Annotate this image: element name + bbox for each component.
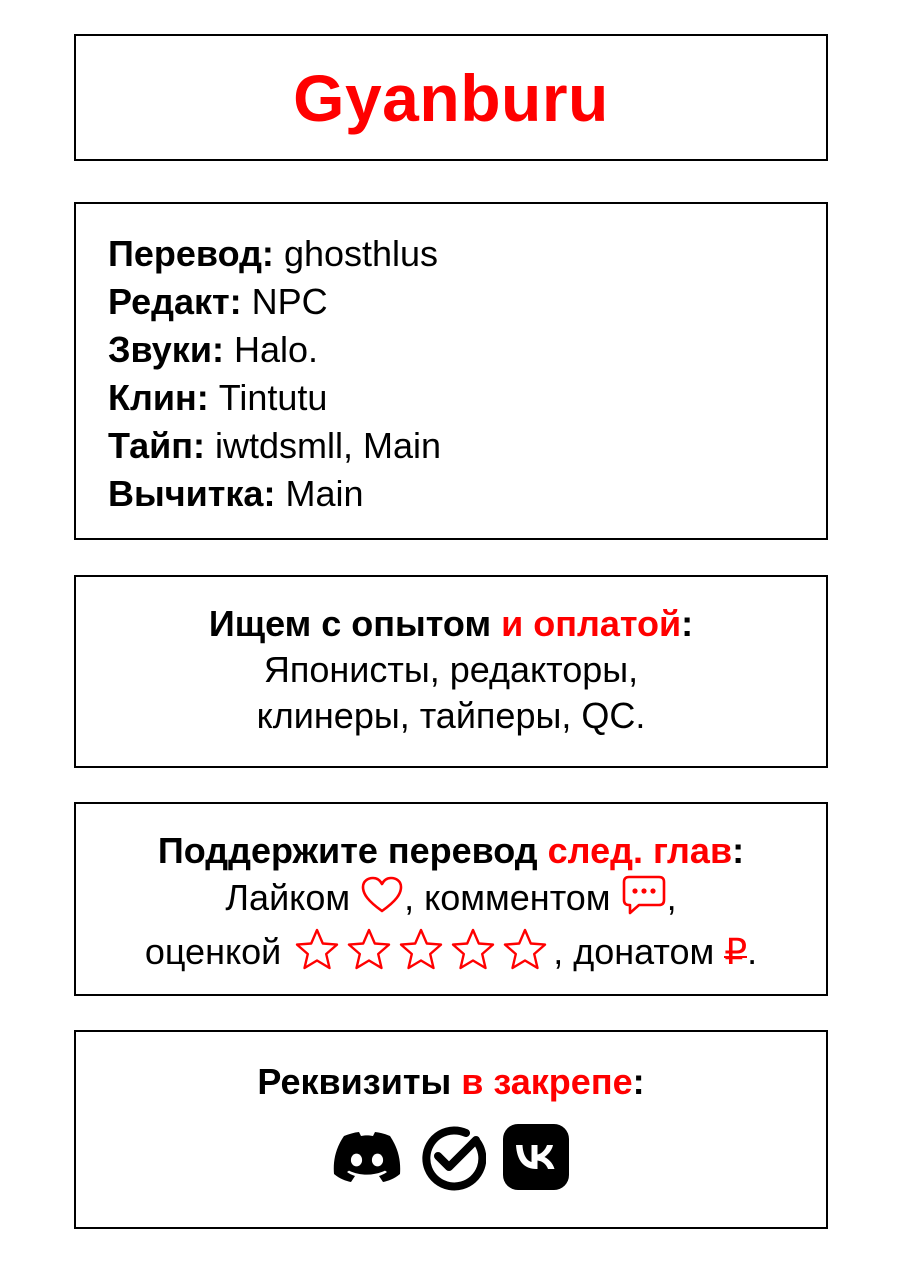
title-box <box>74 34 828 161</box>
support-heading-text: Поддержите перевод <box>157 830 548 871</box>
rating-stars[interactable] <box>291 927 553 982</box>
social-links <box>76 1123 826 1196</box>
recruit-heading-accent: и оплатой <box>501 603 682 644</box>
star-icon <box>297 930 337 968</box>
credit-label: Перевод: <box>108 233 274 274</box>
credit-label: Клин: <box>108 377 209 418</box>
star-icon <box>505 930 545 968</box>
credit-value: NPC <box>251 281 328 322</box>
vk-icon[interactable] <box>502 1123 570 1196</box>
requisites-heading-text: Реквизиты <box>257 1061 462 1102</box>
credit-editor <box>108 278 826 326</box>
heart-icon[interactable] <box>360 875 404 926</box>
support-box <box>74 802 828 996</box>
credit-label: Тайп: <box>108 425 205 466</box>
credit-clean <box>108 374 826 422</box>
credit-typeset <box>108 422 826 470</box>
recruit-line-2: Японисты, редакторы, <box>263 649 639 690</box>
credit-value: Halo. <box>233 329 319 370</box>
recruit-box <box>74 575 828 768</box>
credit-label: Звуки: <box>108 329 224 370</box>
donate-text: , донатом <box>553 931 725 973</box>
credit-value: Tintutu <box>218 377 328 418</box>
requisites-heading-accent: в закрепе <box>461 1061 633 1102</box>
support-heading <box>76 828 826 874</box>
credit-value: iwtdsmll, Main <box>215 425 442 466</box>
requisites-heading <box>76 1059 826 1105</box>
credit-translation <box>108 230 826 278</box>
discord-icon[interactable] <box>332 1130 402 1189</box>
recruit-heading-colon: : <box>681 603 694 644</box>
ruble-icon[interactable]: ₽ <box>724 931 748 973</box>
support-heading-accent: след. глав <box>547 830 733 871</box>
requisites-box <box>74 1030 828 1229</box>
rating-text: оценкой <box>144 931 292 973</box>
support-line-2 <box>76 874 826 927</box>
recruit-heading <box>76 601 826 647</box>
requisites-heading-colon: : <box>632 1061 645 1102</box>
comment-icon[interactable] <box>621 874 667 927</box>
comma: , <box>666 877 677 919</box>
credit-label: Редакт: <box>108 281 242 322</box>
credits-box <box>74 202 828 540</box>
page-title: Gyanburu <box>293 60 609 135</box>
recruit-line-3: клинеры, тайперы, QC. <box>256 695 646 736</box>
star-icon <box>349 930 389 968</box>
credit-label: Вычитка: <box>108 473 276 514</box>
sber-icon[interactable] <box>418 1123 486 1196</box>
recruit-heading-text: Ищем с опытом <box>208 603 502 644</box>
credit-proofread <box>108 470 826 518</box>
credit-value: Main <box>285 473 364 514</box>
credit-sounds <box>108 326 826 374</box>
comment-text: , комментом <box>404 877 621 919</box>
support-heading-colon: : <box>732 830 745 871</box>
support-line-3 <box>76 927 826 982</box>
like-text: Лайком <box>225 877 361 919</box>
star-icon <box>401 930 441 968</box>
star-icon <box>453 930 493 968</box>
credit-value: ghosthlus <box>283 233 439 274</box>
period: . <box>747 931 758 973</box>
